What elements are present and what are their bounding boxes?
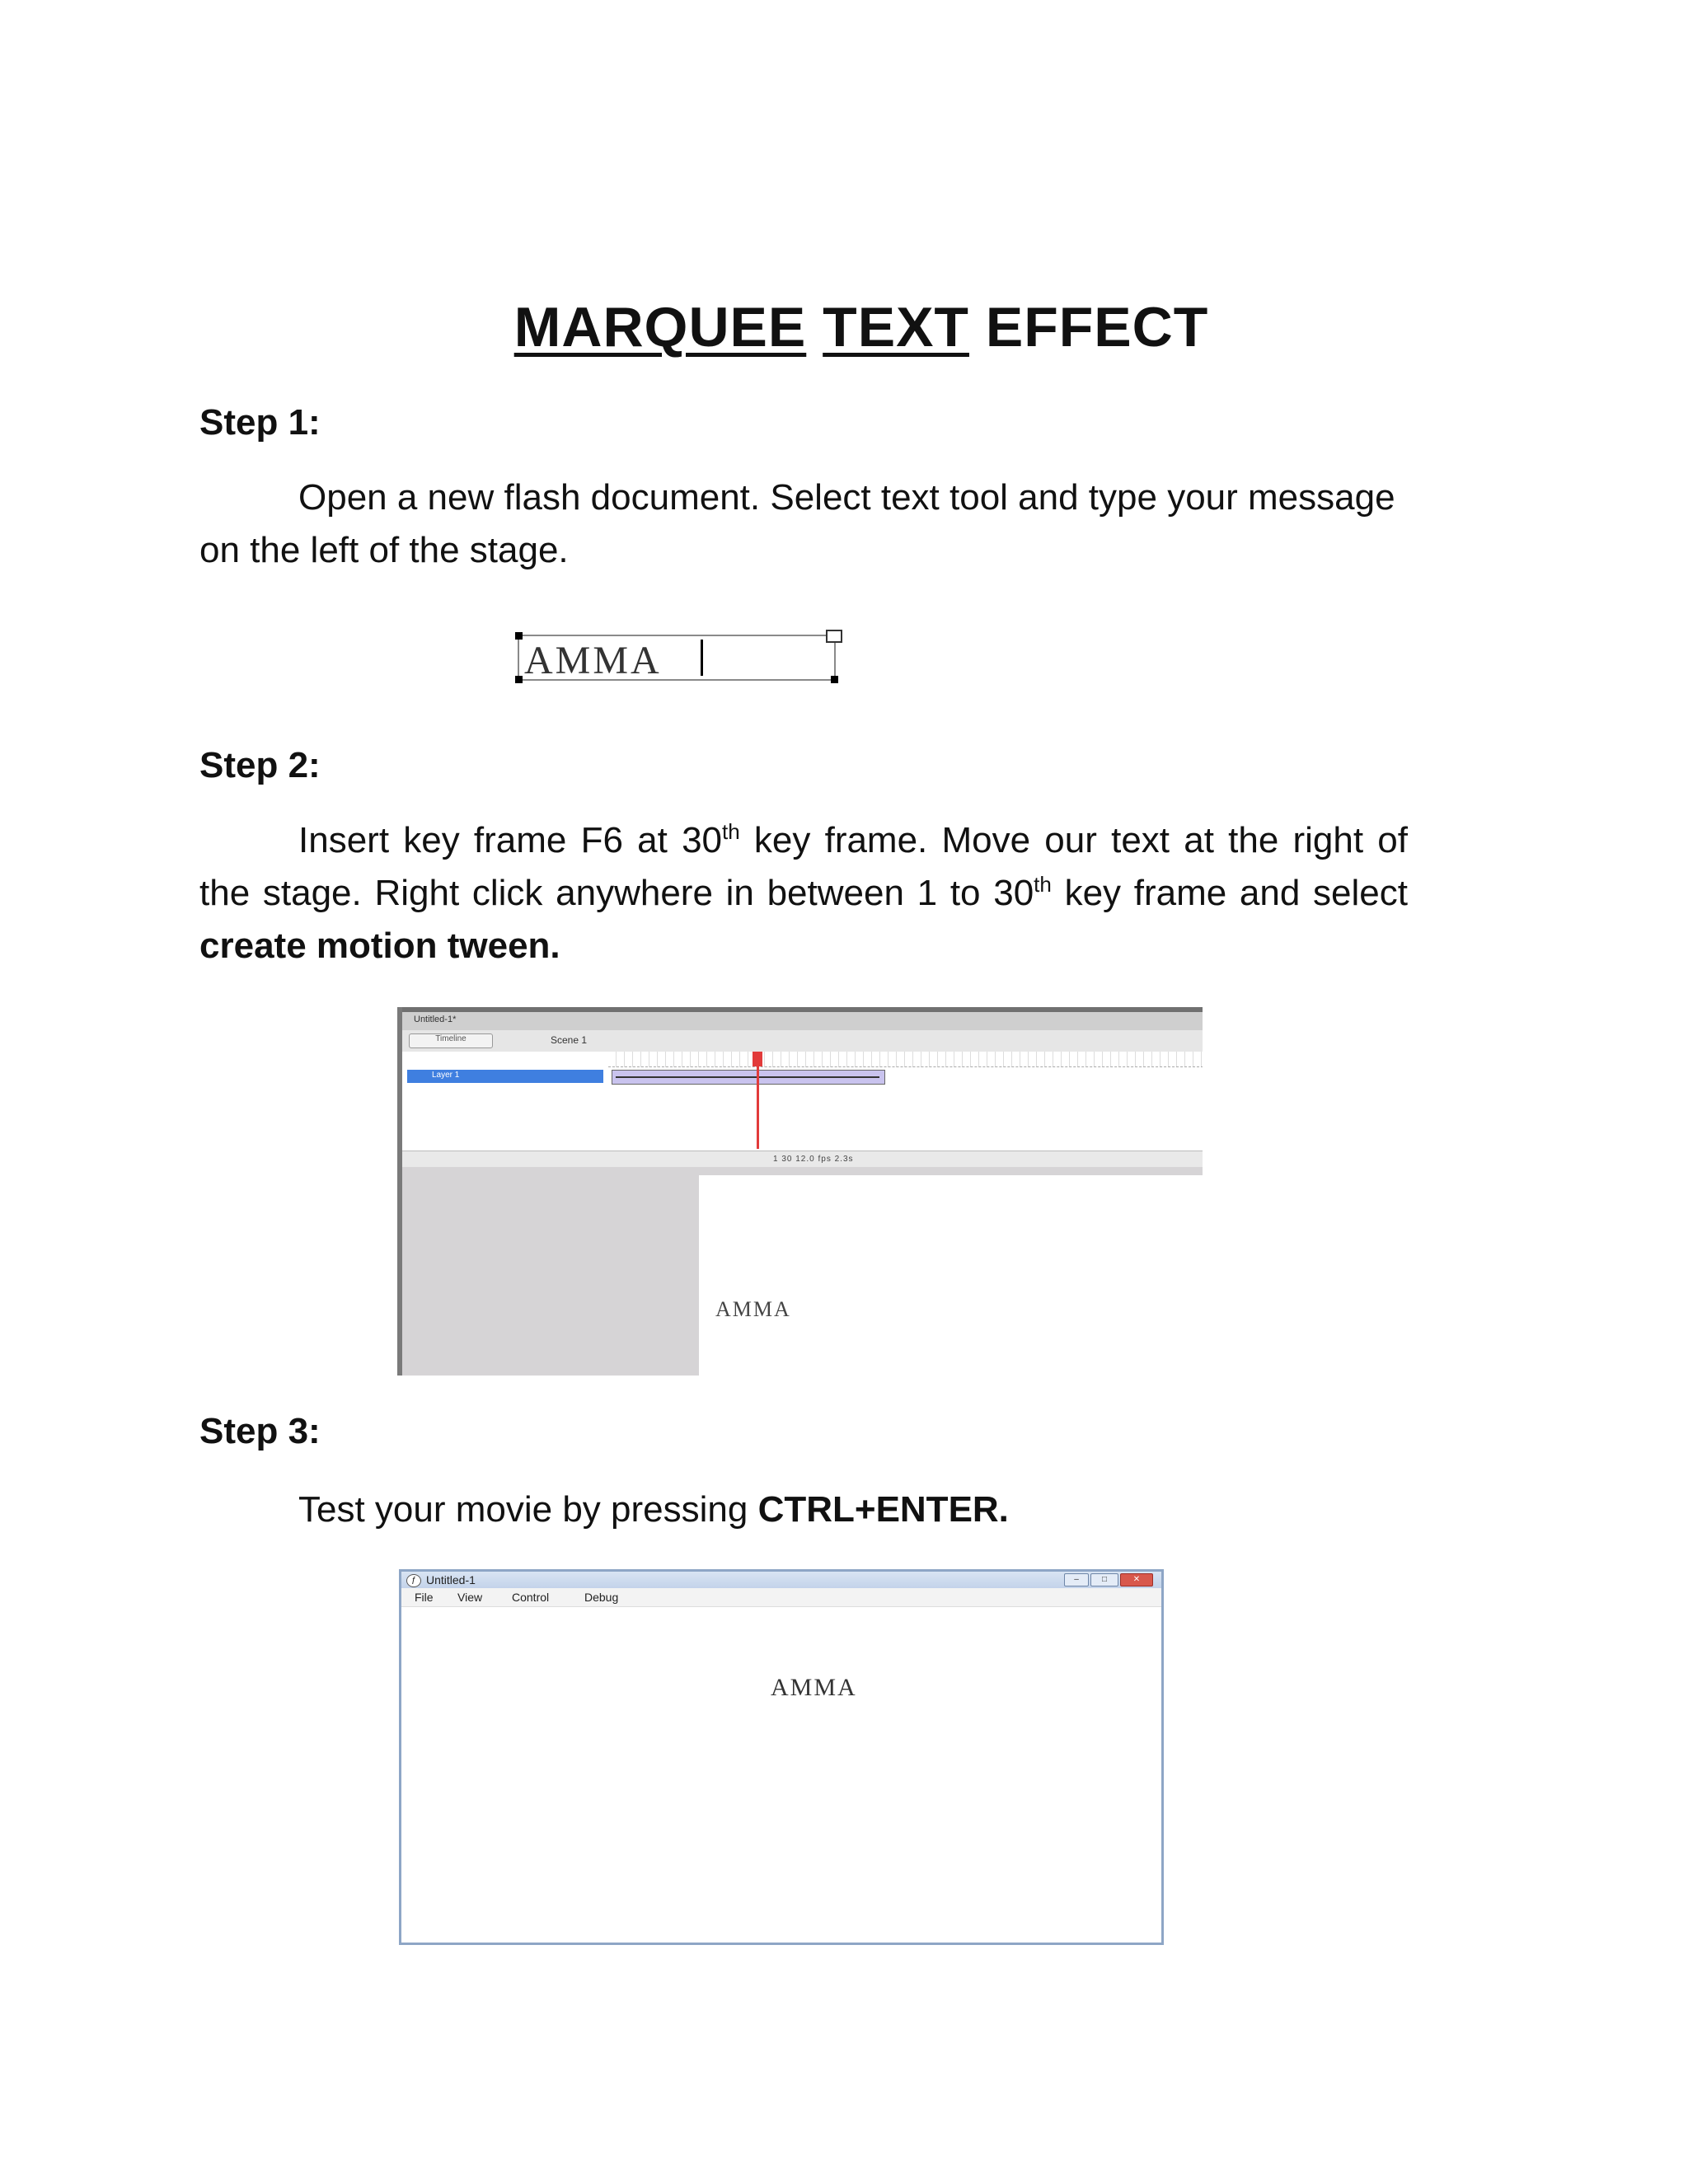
timeline-status: 1 30 12.0 fps 2.3s — [773, 1155, 854, 1164]
minimize-icon: – — [1064, 1573, 1089, 1586]
resize-handle-icon — [831, 676, 838, 683]
scene-label: Scene 1 — [551, 1034, 588, 1046]
step3-text: Test your movie by pressing — [298, 1489, 758, 1530]
player-stage-text: AMMA — [771, 1674, 857, 1701]
menu-debug: Debug — [584, 1591, 619, 1604]
text-box-content: AMMA — [524, 639, 662, 682]
flash-app-icon: ƒ — [406, 1574, 421, 1587]
title-word-effect: EFFECT — [985, 296, 1209, 359]
document-tab: Untitled-1* — [414, 1015, 457, 1024]
step2-heading: Step 2: — [199, 745, 321, 785]
stage-text: AMMA — [715, 1297, 791, 1321]
stage — [699, 1175, 1203, 1376]
step3-paragraph — [199, 1483, 1408, 1536]
flash-timeline-screenshot — [397, 1007, 1203, 1376]
layer-row — [407, 1070, 603, 1083]
document-tab-bar — [402, 1007, 1203, 1030]
step2-bold-text: create motion tween. — [199, 926, 560, 966]
resize-handle-icon — [515, 676, 523, 683]
playhead-line — [757, 1052, 759, 1149]
step3-heading: Step 3: — [199, 1411, 321, 1451]
text-box-figure — [518, 635, 836, 681]
step1-heading: Step 1: — [199, 402, 321, 443]
step1-text: Open a new flash document. Select text tool and type your message on the left of the stage. — [199, 477, 1395, 570]
maximize-icon: □ — [1090, 1573, 1118, 1586]
layers-panel — [402, 1052, 610, 1167]
pasteboard — [402, 1167, 699, 1376]
window-menubar — [401, 1588, 1161, 1607]
window-titlebar — [401, 1572, 1161, 1588]
title-word-marquee: MARQUEE — [513, 296, 807, 359]
text-width-handle-icon — [826, 630, 842, 643]
layer-name: Layer 1 — [432, 1071, 460, 1080]
timeline-status-bar — [402, 1151, 1203, 1168]
resize-handle-icon — [515, 632, 523, 640]
flash-player-window — [399, 1569, 1164, 1945]
frame-ruler — [608, 1052, 1203, 1067]
frames-panel — [608, 1052, 1203, 1167]
window-title: Untitled-1 — [426, 1573, 476, 1586]
menu-view: View — [457, 1591, 483, 1604]
page-title — [0, 295, 1688, 359]
step2-paragraph: Insert key frame F6 at 30th key frame. Move our text at the right of the stage. Right click anywhere in between 1 to 30th key frame and select create motion tween. — [199, 819, 1408, 966]
title-word-text: TEXT — [823, 296, 969, 359]
motion-tween-span — [612, 1070, 885, 1085]
menu-control: Control — [512, 1591, 550, 1604]
close-icon: ✕ — [1120, 1573, 1153, 1586]
text-cursor — [701, 640, 703, 676]
step1-paragraph — [199, 471, 1408, 577]
timeline-button: Timeline — [409, 1033, 493, 1048]
menu-file: File — [415, 1591, 434, 1604]
step3-bold-text: CTRL+ENTER. — [757, 1489, 1009, 1530]
timeline-toolbar — [402, 1030, 1203, 1052]
